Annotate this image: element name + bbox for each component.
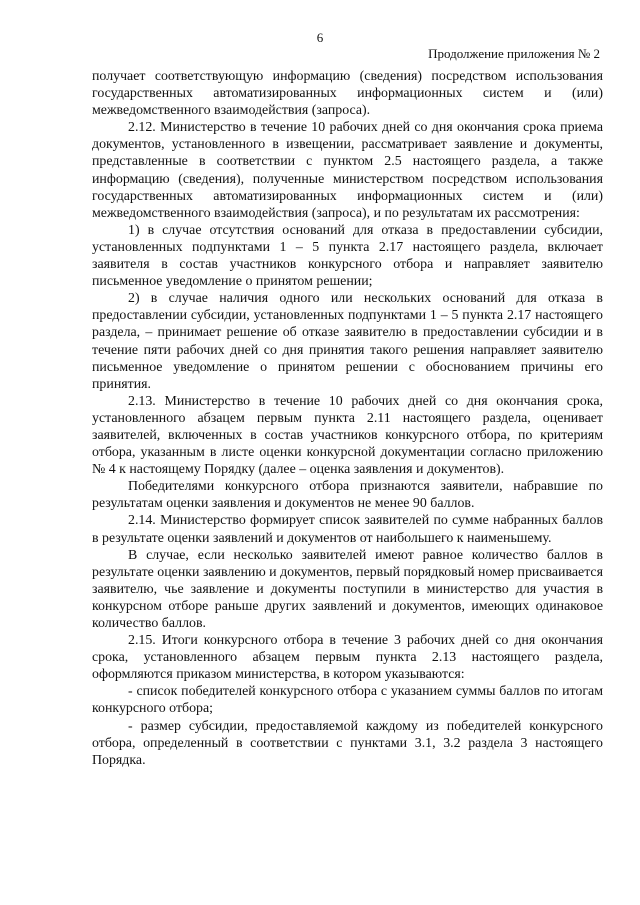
paragraph-2-12: 2.12. Министерство в течение 10 рабочих дней со дня окончания срока приема документов, установленного в извещении, рассматривает заявление и документы, представленные в соответствии с пунктом 2.5 настоящего раздела, а также информацию (сведения), полученные министерством посредством использования государственных автоматизированных информационных систем и (или) межведомственного взаимодействия (запроса), и по результатам их рассмотрения: bbox=[92, 120, 603, 221]
paragraph-2-15-item-subsidy: - размер субсидии, предоставляемой каждому из победителей конкурсного отбора, определенный в соответствии с пунктами 3.1, 3.2 раздела 3 настоящего Порядка. bbox=[92, 718, 603, 768]
paragraph-winners: Победителями конкурсного отбора признаются заявители, набравшие по результатам оценки заявления и документов не менее 90 баллов. bbox=[92, 479, 603, 512]
paragraph-2-15: 2.15. Итоги конкурсного отбора в течение 3 рабочих дней со дня окончания срока, установленного абзацем первым пункта 2.13 настоящего раздела, оформляются приказом министерства, в котором указываются: bbox=[92, 633, 603, 683]
paragraph-2-12-item-1: 1) в случае отсутствия оснований для отказа в предоставлении субсидии, установленных подпунктами 1 – 5 пункта 2.17 настоящего раздела, включает заявителя в состав участников конкурсного отбора и направляет заявителю письменное уведомление о принятом решении; bbox=[92, 222, 603, 290]
paragraph-2-13: 2.13. Министерство в течение 10 рабочих дней со дня окончания срока, установленного абзацем первым пункта 2.11 настоящего раздела, оценивает заявителей, включенных в состав участников конкурсного отбора, по критериям отбора, указанным в листе оценки конкурсной документации согласно приложению № 4 к настоящему Порядку (далее – оценка заявления и документов). bbox=[92, 393, 603, 478]
paragraph-equal-scores: В случае, если несколько заявителей имеют равное количество баллов в результате оценки заявлению и документов, первый порядковый номер присваивается заявителю, чье заявление и документы поступили в министерство для участия в конкурсном отборе раньше других заявлений и документов, имеющих одинаковое количество баллов. bbox=[92, 547, 603, 631]
page-number: 6 bbox=[316, 30, 324, 45]
paragraph-continuation: получает соответствующую информацию (сведения) посредством использования государственных автоматизированных информационных систем и (или) межведомственного взаимодействия (запроса). bbox=[92, 69, 603, 119]
paragraph-2-14: 2.14. Министерство формирует список заявителей по сумме набранных баллов в результате оценки заявлений и документов от наибольшего к наименьшему. bbox=[92, 513, 603, 546]
document-body bbox=[92, 68, 603, 769]
paragraph-2-12-item-2: 2) в случае наличия одного или нескольких оснований для отказа в предоставлении субсидии, установленных подпунктами 1 – 5 пункта 2.17 настоящего раздела, – принимает решение об отказе заявителю в предоставлении субсидии и в течение пяти рабочих дней со дня принятия такого решения направляет заявителю письменное уведомление о принятом решении с обоснованием причины его принятия. bbox=[92, 291, 603, 392]
appendix-continuation-header: Продолжение приложения № 2 bbox=[428, 46, 600, 61]
paragraph-2-15-item-list: - список победителей конкурсного отбора с указанием суммы баллов по итогам конкурсного отбора; bbox=[92, 684, 603, 717]
